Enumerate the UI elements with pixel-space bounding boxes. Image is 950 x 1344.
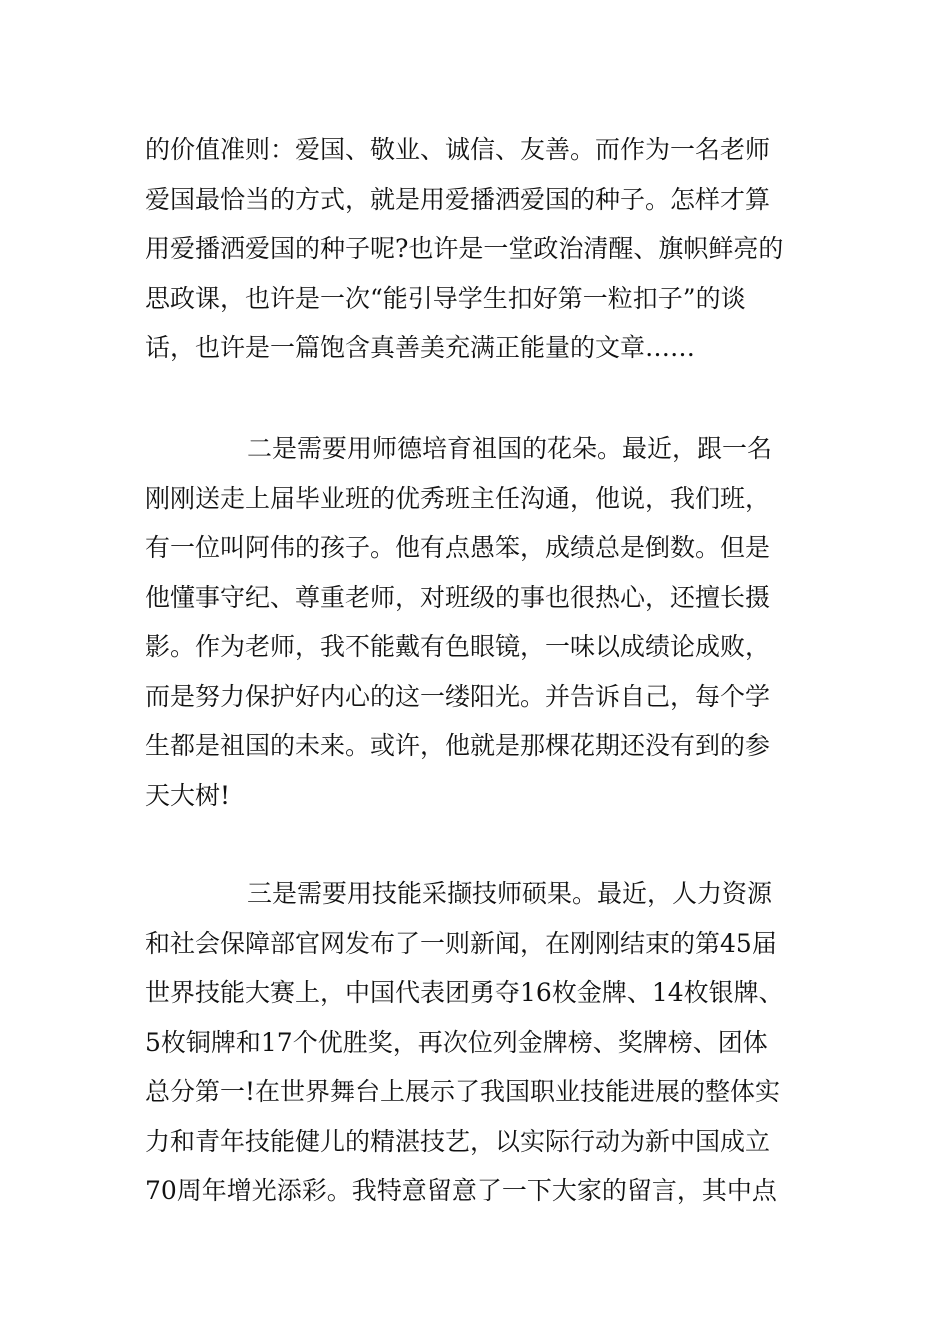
- text-line: 5枚铜牌和17个优胜奖，再次位列金牌榜、奖牌榜、团体: [145, 1027, 768, 1057]
- text-line: 天大树!: [145, 780, 231, 810]
- text-line: 二是需要用师德培育祖国的花朵。最近，跟一名: [247, 434, 773, 463]
- text-line: 的价值准则：爱国、敬业、诚信、友善。而作为一名老师: [145, 135, 771, 164]
- text-line: 力和青年技能健儿的精湛技艺，以实际行动为新中国成立: [145, 1126, 771, 1156]
- text-line: 世界技能大赛上，中国代表团勇夺16枚金牌、14枚银牌、: [145, 978, 784, 1007]
- text-line: 而是努力保护好内心的这一缕阳光。并告诉自己，每个学: [145, 681, 771, 711]
- text-line: 和社会保障部官网发布了一则新闻，在刚刚结束的第45届: [145, 928, 777, 958]
- text-line: 70周年增光添彩。我特意留意了一下大家的留言，其中点: [145, 1176, 777, 1205]
- text-line: 他懂事守纪、尊重老师，对班级的事也很热心，还擅长摄: [145, 582, 771, 612]
- text-line: 刚刚送走上届毕业班的优秀班主任沟通，他说，我们班，: [145, 483, 771, 513]
- text-line: 思政课，也许是一次“能引导学生扣好第一粒扣子”的谈: [145, 283, 746, 313]
- paragraph-patriotism: [145, 125, 835, 373]
- text-line: 有一位叫阿伟的孩子。他有点愚笨，成绩总是倒数。但是: [145, 533, 771, 562]
- text-line: 生都是祖国的未来。或许，他就是那棵花期还没有到的参: [145, 731, 771, 760]
- paragraph-teacher-ethics: [145, 424, 835, 820]
- text-line: 话，也许是一篇饱含真善美充满正能量的文章……: [145, 333, 696, 362]
- text-line: 三是需要用技能采撷技师硕果。最近，人力资源: [247, 879, 773, 908]
- text-line: 总分第一!在世界舞台上展示了我国职业技能进展的整体实: [145, 1077, 781, 1106]
- paragraph-skills: [145, 869, 835, 1216]
- text-line: 爱国最恰当的方式，就是用爱播洒爱国的种子。怎样才算: [145, 184, 771, 214]
- text-line: 用爱播洒爱国的种子呢?也许是一堂政治清醒、旗帜鲜亮的: [145, 234, 784, 263]
- text-line: 影。作为老师，我不能戴有色眼镜，一味以成绩论成败，: [145, 632, 771, 661]
